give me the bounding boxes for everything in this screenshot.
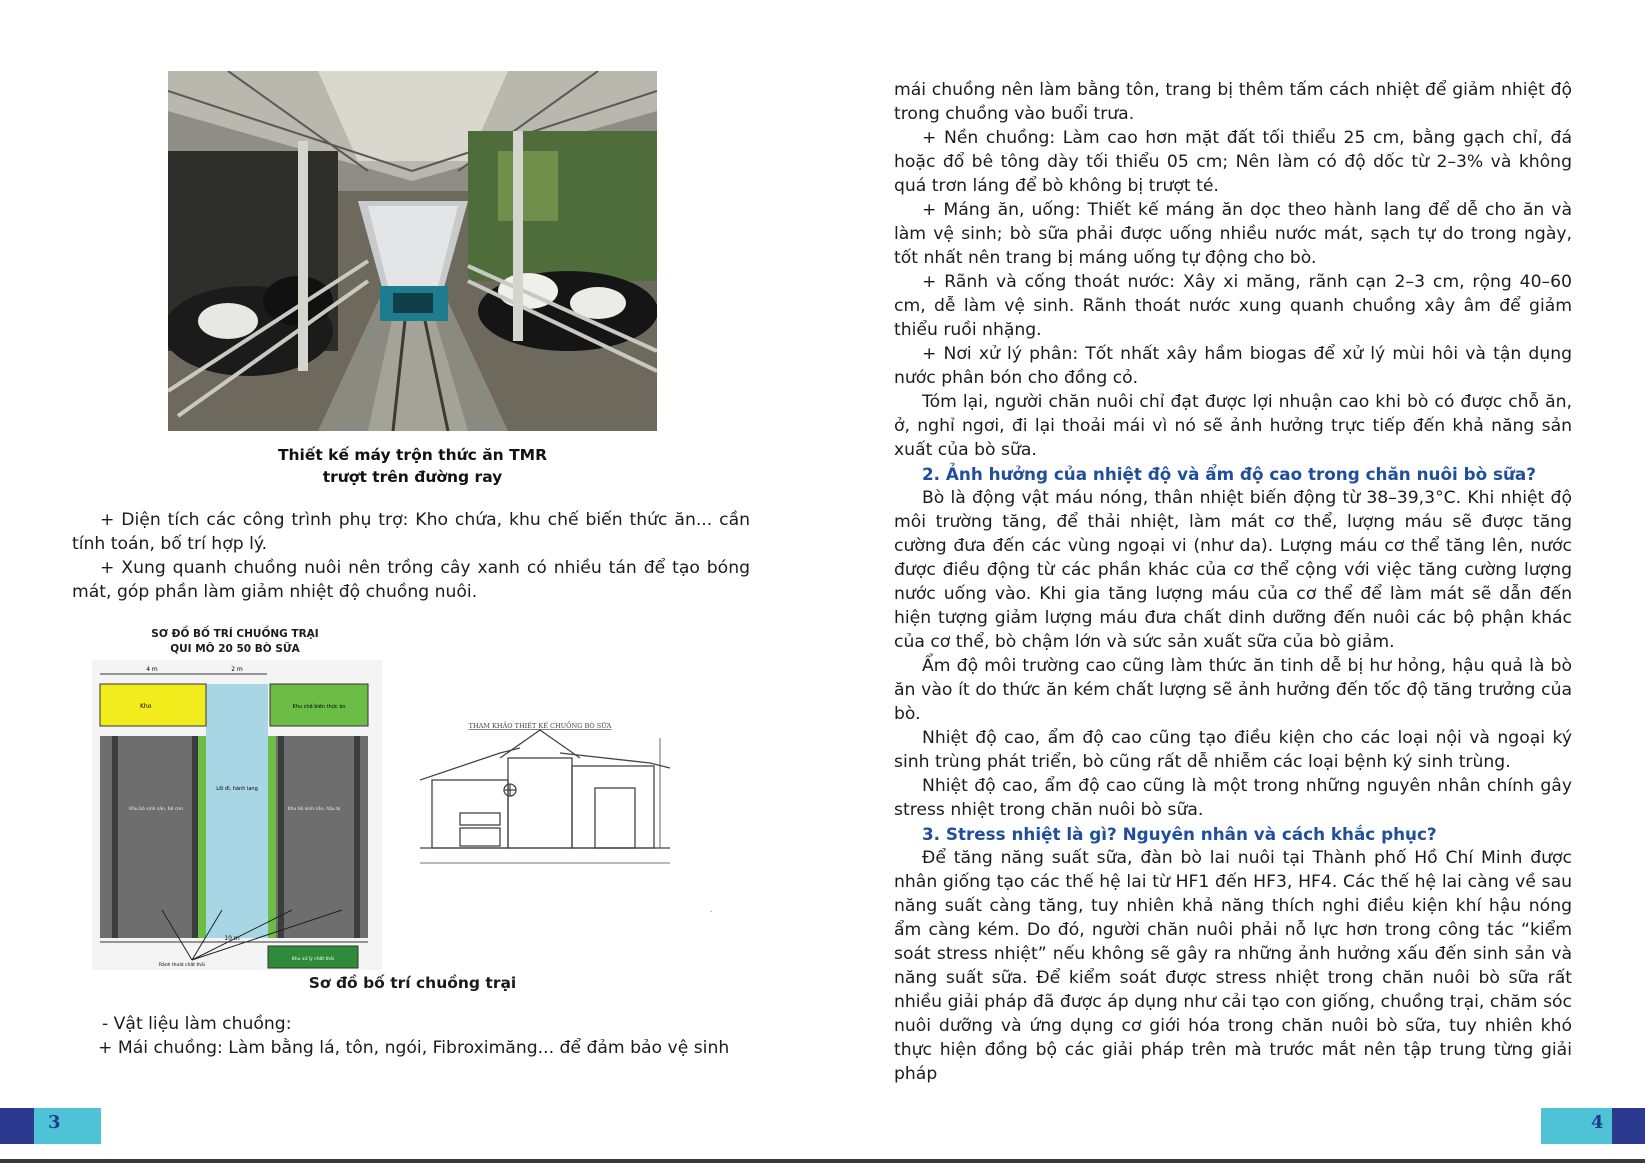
khu-bo-left-label: Khu bò sinh sản, bê con — [129, 807, 183, 812]
svg-text:-: - — [710, 908, 713, 915]
page-tab-right-dark — [1612, 1108, 1645, 1144]
photo-caption-line2: trượt trên đường ray — [322, 468, 503, 486]
dim-2m-label: 2 m — [231, 666, 243, 673]
heading-section-3: 3. Stress nhiệt là gì? Nguyên nhân và cách khắc phục? — [922, 824, 1437, 844]
kho-label: Kho — [140, 703, 152, 710]
photo-caption-line1: Thiết kế máy trộn thức ăn TMR — [277, 446, 548, 464]
page-tab-left-light — [34, 1108, 101, 1144]
diagram-title-line1: SƠ ĐỒ BỐ TRÍ CHUỒNG TRẠI — [151, 628, 319, 640]
barn-elevation-drawing — [420, 718, 720, 933]
bottom-rule — [0, 1159, 1645, 1163]
paragraph-humidity: Ẩm độ môi trường cao cũng làm thức ăn tinh dễ bị hư hỏng, hậu quả là bò ăn vào ít do thức ăn kém chất lượng sẽ ảnh hưởng đến tốc độ tăng trưởng của bò. — [894, 656, 1572, 724]
paragraph-drains: + Rãnh và cống thoát nước: Xây xi măng, rãnh cạn 2–3 cm, rộng 40–60 cm, dễ làm vệ sinh. Rãnh thoát nước xung quanh chuồng xây âm để giảm thiểu ruồi nhặng. — [894, 272, 1572, 340]
tmr-mixer-photo — [168, 71, 657, 431]
paragraph-parasites: Nhiệt độ cao, ẩm độ cao cũng tạo điều kiện cho các loại nội và ngoại ký sinh trùng phát triển, bò cũng rất dễ nhiễm các loại bệnh ký sinh trùng. — [894, 728, 1572, 772]
left-page — [0, 0, 822, 1163]
paragraph-floor: + Nền chuồng: Làm cao hơn mặt đất tối thiểu 25 cm, bằng gạch chỉ, đá hoặc đổ bê tông dày tối thiểu 05 cm; Nên làm có độ dốc từ 2–3% và không quá trơn láng để bò không bị trượt té. — [894, 128, 1572, 196]
paragraph-ancillary-works: + Diện tích các công trình phụ trợ: Kho chứa, khu chế biến thức ăn... cần tính toán, bố trí hợp lý. — [72, 510, 750, 554]
paragraph-manure: + Nơi xử lý phân: Tốt nhất xây hầm biogas để xử lý mùi hôi và tận dụng nước phân bón cho đồng cỏ. — [894, 344, 1572, 388]
page-number-left: 3 — [48, 1112, 61, 1133]
paragraph-body-temperature: Bò là động vật máu nóng, thân nhiệt biến động từ 38–39,3°C. Khi nhiệt độ môi trường tăng, để thải nhiệt, làm mát cơ thể, lượng máu sẽ được tăng cường đưa đến các vùng ngoại vi (như da). Lượng máu cơ thể tăng lên, nước được điều động từ các phần khác của cơ thể cộng với việc tăng cường lượng nước uống vào. Khi gia tăng lượng máu của cơ thể để làm mát sẽ dẫn đến hiện tượng giảm lượng máu đưa chất dinh dưỡng đến nuôi các bộ phận khác của cơ thể, bò chậm lớn và sức sản xuất sữa của bò giảm. — [894, 488, 1572, 652]
paragraph-heat-stress-cause: Nhiệt độ cao, ẩm độ cao cũng là một trong những nguyên nhân chính gây stress nhiệt trong chăn nuôi bò sữa. — [894, 776, 1572, 820]
page-number-right: 4 — [1591, 1112, 1604, 1133]
left-text-block-2 — [72, 1012, 750, 1060]
diagram-caption: Sơ đồ bố trí chuồng trại — [308, 974, 517, 992]
paragraph-troughs: + Máng ăn, uống: Thiết kế máng ăn dọc theo hành lang để dễ cho ăn và làm vệ sinh; bò sữa phải được uống nhiều nước mát, sạch tự do trong ngày, tốt nhất nên trang bị máng uống tự động cho bò. — [894, 200, 1572, 268]
dim-10m-label: 10 m — [224, 935, 240, 942]
khu-che-bien-label: Khu chế biến thức ăn — [292, 704, 346, 710]
dim-4m-label: 4 m — [146, 666, 158, 673]
elevation-title: THAM KHẢO THIẾT KẾ CHUỒNG BÒ SỮA — [468, 722, 612, 730]
paragraph-roof-continued: mái chuồng nên làm bằng tôn, trang bị thêm tấm cách nhiệt để giảm nhiệt độ trong chuồng vào buổi trưa. — [894, 80, 1572, 124]
photo-caption — [168, 444, 657, 488]
diagram-title — [90, 627, 380, 657]
page-tab-left-dark — [0, 1108, 34, 1144]
paragraph-roof: + Mái chuồng: Làm bằng lá, tôn, ngói, Fibroximăng... để đảm bảo vệ sinh — [98, 1038, 730, 1058]
khu-xu-ly-label: Khu xử lý chất thải — [291, 957, 335, 962]
khu-bo-right-label: Khu bò sinh sản, hậu bị — [287, 807, 341, 812]
paragraph-crossbreeds: Để tăng năng suất sữa, đàn bò lai nuôi tại Thành phố Hồ Chí Minh được nhân giống tạo các thế hệ lai từ HF1 đến HF3, HF4. Các thế hệ lai càng về sau năng suất càng tăng, tuy nhiên khả năng thích nghi điều kiện khí hậu nóng ẩm càng kém. Do đó, người chăn nuôi phải nỗ lực hơn trong công tác “kiểm soát stress nhiệt” nếu không sẽ gây ra những ảnh hưởng xấu đến sinh sản và năng suất sữa. Để kiểm soát được stress nhiệt trong chăn nuôi bò sữa rất nhiều giải pháp đã được áp dụng như cải tạo con giống, chuồng trại, chăm sóc nuôi dưỡng và ứng dụng cơ giới hóa trong chăn nuôi bò sữa, tuy nhiên khó thực hiện đồng bộ các giải pháp trên mà trước mắt nên tập trung từng giải pháp — [894, 848, 1572, 1084]
ranh-thoat-label: Rãnh thoát chất thải — [158, 963, 206, 968]
right-page — [822, 0, 1645, 1163]
paragraph-summary: Tóm lại, người chăn nuôi chỉ đạt được lợi nhuận cao khi bò có được chỗ ăn, ở, nghỉ ngơi, đi lại thoải mái vì nó sẽ ảnh hưởng trực tiếp đến khả năng sản xuất của bò sữa. — [894, 392, 1572, 460]
heading-section-2: 2. Ảnh hưởng của nhiệt độ và ẩm độ cao trong chăn nuôi bò sữa? — [922, 464, 1536, 484]
paragraph-trees: + Xung quanh chuồng nuôi nên trồng cây xanh có nhiều tán để tạo bóng mát, góp phần làm giảm nhiệt độ chuồng nuôi. — [72, 558, 750, 602]
loi-di-label: Lối đi, hành lang — [216, 786, 258, 792]
diagram-title-line2: QUI MÔ 20 50 BÒ SỮA — [170, 643, 300, 655]
farm-layout-plan — [92, 660, 382, 970]
right-text-block — [894, 78, 1572, 1086]
paragraph-materials: - Vật liệu làm chuồng: — [102, 1014, 292, 1034]
left-text-block-1 — [72, 508, 750, 604]
